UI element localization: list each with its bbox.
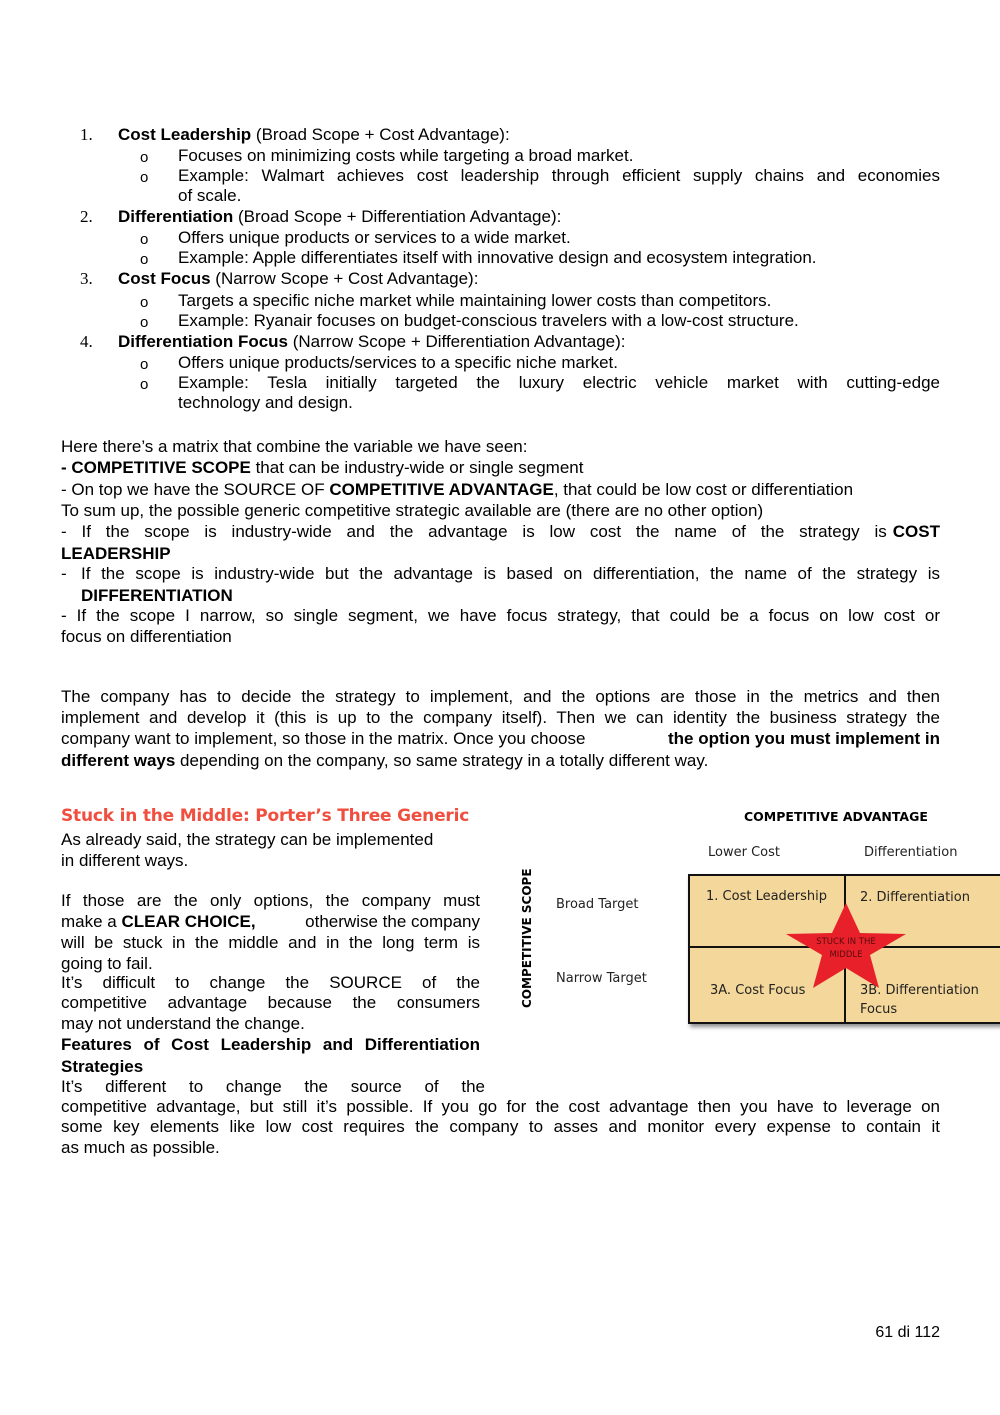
- text-line: make a CLEAR CHOICE, otherwise the company: [61, 912, 480, 931]
- text-line: competitive advantage, but still it’s possible. If you go for the cost advantage then you have to leverage on: [61, 1097, 940, 1116]
- text-line: may not understand the change.: [61, 1014, 305, 1033]
- text-line: in different ways.: [61, 851, 189, 870]
- dash-marker: -: [61, 564, 67, 583]
- star-label: STUCK IN THE: [816, 937, 876, 947]
- bullet-icon: o: [140, 314, 149, 331]
- text-line: If those are the only options, the company must: [61, 891, 480, 910]
- list-number: 1.: [80, 125, 93, 144]
- cell-cost-focus: 3A. Cost Focus: [710, 983, 806, 998]
- list-number: 3.: [80, 269, 93, 288]
- list-bullet: Offers unique products or services to a wide market.: [178, 228, 571, 247]
- column-label-lower-cost: Lower Cost: [708, 845, 780, 860]
- text-line: Here there’s a matrix that combine the variable we have seen:: [61, 437, 528, 456]
- bullet-icon: o: [140, 251, 149, 268]
- text-line: DIFFERENTIATION: [81, 586, 233, 605]
- subheading: Strategies: [61, 1057, 144, 1076]
- matrix-axis-label: COMPETITIVE SCOPE: [520, 868, 534, 1008]
- list-number: 2.: [80, 207, 93, 226]
- text-line: going to fail.: [61, 954, 153, 973]
- text-line: focus on differentiation: [61, 627, 232, 646]
- text-line: LEADERSHIP: [61, 544, 171, 563]
- bullet-icon: o: [140, 376, 149, 393]
- text-line: as much as possible.: [61, 1138, 220, 1157]
- list-bullet: Example: Tesla initially targeted the luxury electric vehicle market with cutting-edge: [178, 373, 940, 392]
- text-line: - If the scope is industry-wide and the advantage is low cost the name of the strategy is COST: [61, 522, 940, 541]
- list-item-title: Differentiation (Broad Scope + Differentiation Advantage):: [118, 207, 562, 226]
- page-number: 61 di 112: [875, 1324, 940, 1341]
- list-bullet: Focuses on minimizing costs while targeting a broad market.: [178, 146, 634, 165]
- list-bullet-continued: technology and design.: [178, 393, 353, 412]
- bullet-icon: o: [140, 294, 149, 311]
- star-label: MIDDLE: [829, 950, 863, 960]
- column-label-differentiation: Differentiation: [864, 845, 958, 860]
- subheading: Features of Cost Leadership and Differentiation: [61, 1035, 480, 1054]
- text-line: - If the scope I narrow, so single segment, we have focus strategy, that could be a focus on low cost or: [61, 606, 940, 625]
- list-item-title: Cost Focus (Narrow Scope + Cost Advantage):: [118, 269, 479, 288]
- text-line: As already said, the strategy can be implemented: [61, 830, 434, 849]
- bullet-icon: o: [140, 231, 149, 248]
- row-label-narrow: Narrow Target: [556, 971, 647, 986]
- bullet-icon: o: [140, 169, 149, 186]
- text-line: implement and develop it (this is up to the company itself). Then we can identity the business strategy the: [61, 708, 940, 727]
- matrix-title: COMPETITIVE ADVANTAGE: [744, 809, 928, 824]
- list-bullet: Example: Ryanair focuses on budget-conscious travelers with a low-cost structure.: [178, 311, 799, 330]
- text-line: It’s different to change the source of the: [61, 1077, 485, 1096]
- list-bullet: Targets a specific niche market while maintaining lower costs than competitors.: [178, 291, 772, 310]
- section-heading: Stuck in the Middle: Porter’s Three Generic: [61, 806, 470, 826]
- text-line: The company has to decide the strategy to implement, and the options are those in the metrics and then: [61, 687, 940, 706]
- text-line: will be stuck in the middle and in the long term is: [61, 933, 480, 952]
- cell-differentiation: 2. Differentiation: [860, 890, 970, 905]
- text-line: - On top we have the SOURCE OF COMPETITIVE ADVANTAGE, that could be low cost or differentiation: [61, 480, 854, 499]
- text-line: To sum up, the possible generic competitive strategic available are (there are no other option): [61, 501, 764, 520]
- text-line: - COMPETITIVE SCOPE that can be industry-wide or single segment: [61, 458, 584, 477]
- list-bullet: Offers unique products/services to a specific niche market.: [178, 353, 618, 372]
- bullet-icon: o: [140, 356, 149, 373]
- list-item-title: Cost Leadership (Broad Scope + Cost Advantage):: [118, 125, 510, 144]
- list-number: 4.: [80, 332, 93, 351]
- bullet-icon: o: [140, 149, 149, 166]
- text-line: different ways depending on the company, so same strategy in a totally different way.: [61, 751, 709, 770]
- list-bullet-continued: of scale.: [178, 186, 242, 205]
- text-line: If the scope is industry-wide but the advantage is based on differentiation, the name of the strategy is: [81, 564, 940, 583]
- cell-differentiation-focus-cont: Focus: [860, 1002, 898, 1017]
- text-line: company want to implement, so those in the matrix. Once you choose the option you must implement in: [61, 729, 940, 748]
- cell-differentiation-focus: 3B. Differentiation: [860, 983, 979, 998]
- text-line: competitive advantage because the consumers: [61, 993, 480, 1012]
- cell-cost-leadership: 1. Cost Leadership: [706, 889, 828, 904]
- text-line: some key elements like low cost requires the company to asses and monitor every expense to contain it: [61, 1117, 940, 1136]
- list-item-title: Differentiation Focus (Narrow Scope + Differentiation Advantage):: [118, 332, 626, 351]
- list-bullet: Example: Walmart achieves cost leadership through efficient supply chains and economies: [178, 166, 940, 185]
- list-bullet: Example: Apple differentiates itself with innovative design and ecosystem integration.: [178, 248, 817, 267]
- row-label-broad: Broad Target: [556, 897, 639, 912]
- text-line: It’s difficult to change the SOURCE of the: [61, 973, 480, 992]
- star-icon: [780, 900, 910, 990]
